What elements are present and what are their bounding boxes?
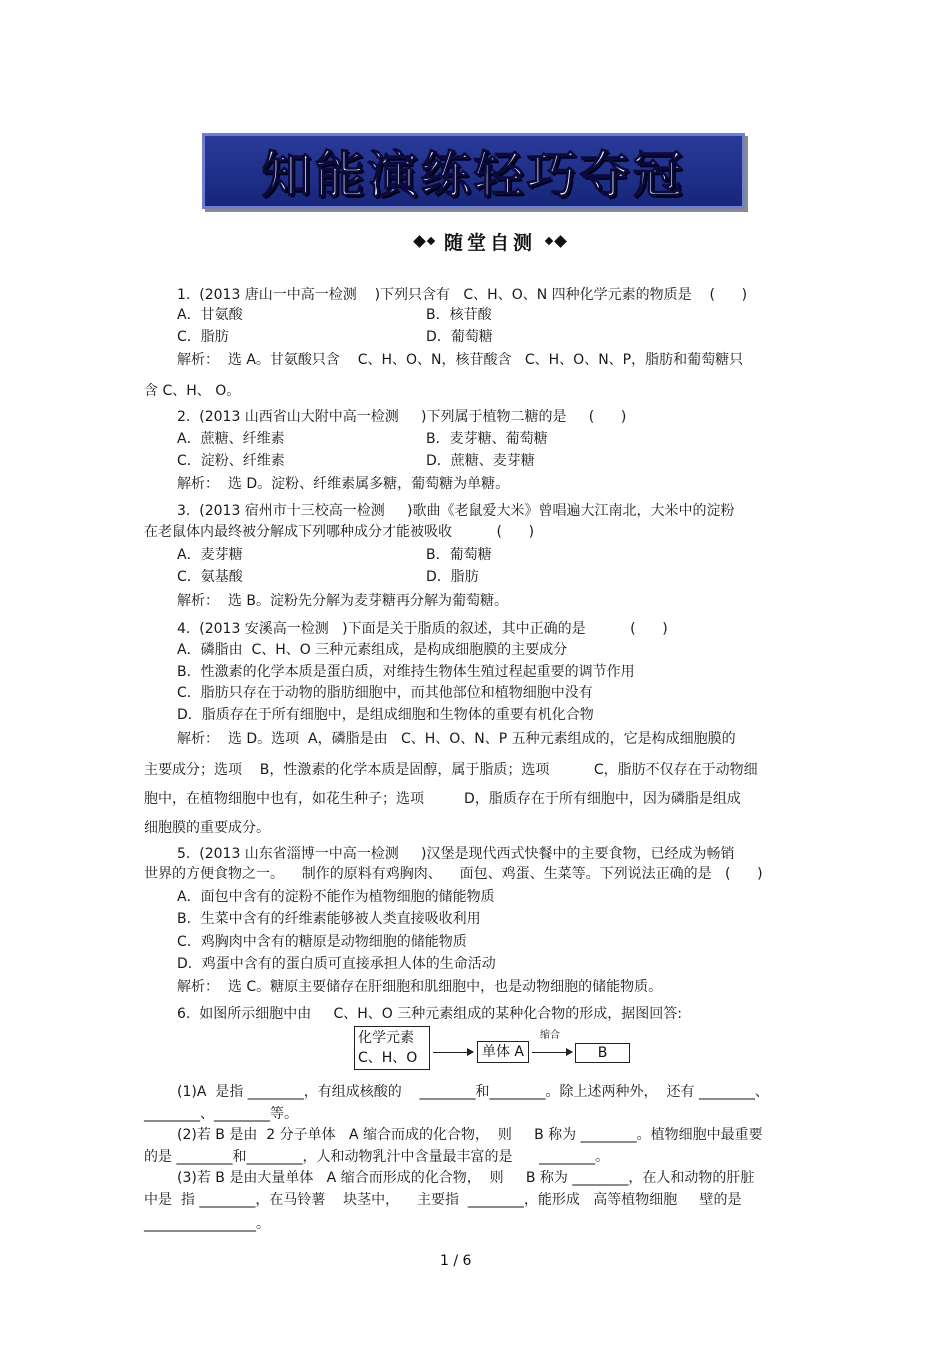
question-5-stem-cont: 世界的方便食物之一。 制作的原料有鸡胸肉、 面包、鸡蛋、生菜等。下列说法正确的是 ( ) xyxy=(144,866,763,882)
arrow-icon xyxy=(433,1052,473,1053)
question-3-stem: 3. (2013 宿州市十三校高一检测 )歌曲《老鼠爱大米》曾唱遍大江南北，大米中的淀粉 xyxy=(177,503,735,519)
q4-explanation-cont-1: 主要成分；选项 B，性激素的化学本质是固醇，属于脂质；选项 C，脂肪不仅存在于动物细 xyxy=(144,762,758,778)
q3-option-c: C．氨基酸 xyxy=(177,569,243,585)
compound-b-box: B xyxy=(575,1043,630,1063)
q6-part-2: (2)若 B 是由 2 分子单体 A 缩合而成的化合物， 则 B 称为 ________。植物细胞中最重要 xyxy=(177,1127,763,1143)
section-heading xyxy=(390,226,590,256)
q4-option-a: A．磷脂由 C、H、O 三种元素组成，是构成细胞膜的主要成分 xyxy=(177,642,568,658)
q5-option-d: D．鸡蛋中含有的蛋白质可直接承担人体的生命活动 xyxy=(177,956,496,972)
question-4-stem: 4. (2013 安溪高一检测 )下面是关于脂质的叙述，其中正确的是 ( ) xyxy=(177,621,668,637)
q6-part-1-cont: ________、________等。 xyxy=(144,1106,298,1122)
q6-part-3: (3)若 B 是由大量单体 A 缩合而形成的化合物， 则 B 称为 ________，在人和动物的肝脏 xyxy=(177,1170,755,1186)
q1-option-b: B．核苷酸 xyxy=(426,307,492,323)
elements-box: 化学元素 C、H、O xyxy=(354,1026,430,1070)
q3-option-b: B．葡萄糖 xyxy=(426,547,492,563)
banner-title: 知能演练轻巧夺冠 xyxy=(261,145,686,204)
q1-explanation-cont: 含 C、H、 O。 xyxy=(144,383,241,399)
q1-explanation: 解析： 选 A。甘氨酸只含 C、H、O、N，核苷酸含 C、H、O、N、P，脂肪和葡萄糖只 xyxy=(177,352,744,368)
page-number: 1 / 6 xyxy=(440,1253,472,1269)
q6-part-2-cont: 的是 ________和________，人和动物乳汁中含量最丰富的是 ________。 xyxy=(144,1149,610,1165)
question-3-stem-cont: 在老鼠体内最终被分解成下列哪种成分才能被吸收 ( ) xyxy=(144,524,535,540)
condensation-label: 缩合 xyxy=(540,1030,560,1041)
q1-option-a: A．甘氨酸 xyxy=(177,307,243,323)
q5-option-a: A．面包中含有的淀粉不能作为植物细胞的储能物质 xyxy=(177,889,495,905)
q2-option-b: B．麦芽糖、葡萄糖 xyxy=(426,431,548,447)
q4-explanation: 解析： 选 D。选项 A，磷脂是由 C、H、O、N、P 五种元素组成的，它是构成细胞膜的 xyxy=(177,731,736,747)
diamond-icon xyxy=(545,237,553,245)
q5-explanation: 解析： 选 C。糖原主要储存在肝细胞和肌细胞中，也是动物细胞的储能物质。 xyxy=(177,979,663,995)
q2-option-c: C．淀粉、纤维素 xyxy=(177,453,285,469)
q4-explanation-cont-2: 胞中，在植物细胞中也有，如花生种子；选项 D，脂质存在于所有细胞中，因为磷脂是组成 xyxy=(144,791,741,807)
question-5-stem: 5. (2013 山东省淄博一中高一检测 )汉堡是现代西式快餐中的主要食物，已经成为畅销 xyxy=(177,846,735,862)
q4-explanation-cont-3: 细胞膜的重要成分。 xyxy=(144,820,270,836)
q6-part-1: (1)A 是指 ________，有组成核酸的 ________和________。除上述两种外， 还有 ________、 xyxy=(177,1084,769,1100)
question-1-stem: 1. (2013 唐山一中高一检测 )下列只含有 C、H、O、N 四种化学元素的物质是 ( ) xyxy=(177,287,748,303)
question-2-stem: 2. (2013 山西省山大附中高一检测 )下列属于植物二糖的是 ( ) xyxy=(177,409,627,425)
q4-option-d: D．脂质存在于所有细胞中，是组成细胞和生物体的重要有机化合物 xyxy=(177,707,594,723)
diamond-icon xyxy=(554,235,567,248)
section-title: 随堂自测 xyxy=(443,231,536,254)
q5-option-b: B．生菜中含有的纤维素能够被人类直接吸收利用 xyxy=(177,911,481,927)
arrow-icon xyxy=(532,1052,572,1053)
monomer-a-box: 单体 A xyxy=(477,1041,529,1063)
q2-option-d: D．蔗糖、麦芽糖 xyxy=(426,453,535,469)
q4-option-b: B．性激素的化学本质是蛋白质，对维持生物体生殖过程起重要的调节作用 xyxy=(177,664,635,680)
compound-formation-diagram xyxy=(354,1026,644,1076)
diamond-icon xyxy=(413,235,426,248)
q1-option-c: C．脂肪 xyxy=(177,329,229,345)
title-banner xyxy=(202,133,745,209)
q3-option-d: D．脂肪 xyxy=(426,569,479,585)
diamond-icon xyxy=(427,237,435,245)
q6-part-3-cont: 中是 指 ________，在马铃薯 块茎中， 主要指 ________，能形成 高等植物细胞 壁的是 xyxy=(144,1192,742,1208)
q5-option-c: C．鸡胸肉中含有的糖原是动物细胞的储能物质 xyxy=(177,934,467,950)
q3-option-a: A．麦芽糖 xyxy=(177,547,243,563)
q2-explanation: 解析： 选 D。淀粉、纤维素属多糖，葡萄糖为单糖。 xyxy=(177,476,510,492)
question-6-stem: 6. 如图所示细胞中由 C、H、O 三种元素组成的某种化合物的形成，据图回答: xyxy=(177,1006,682,1022)
q1-option-d: D．葡萄糖 xyxy=(426,329,493,345)
q4-option-c: C．脂肪只存在于动物的脂肪细胞中，而其他部位和植物细胞中没有 xyxy=(177,685,593,701)
q2-option-a: A．蔗糖、纤维素 xyxy=(177,431,285,447)
q6-part-3-blank: ________________。 xyxy=(144,1216,270,1232)
q3-explanation: 解析： 选 B。淀粉先分解为麦芽糖再分解为葡萄糖。 xyxy=(177,593,508,609)
